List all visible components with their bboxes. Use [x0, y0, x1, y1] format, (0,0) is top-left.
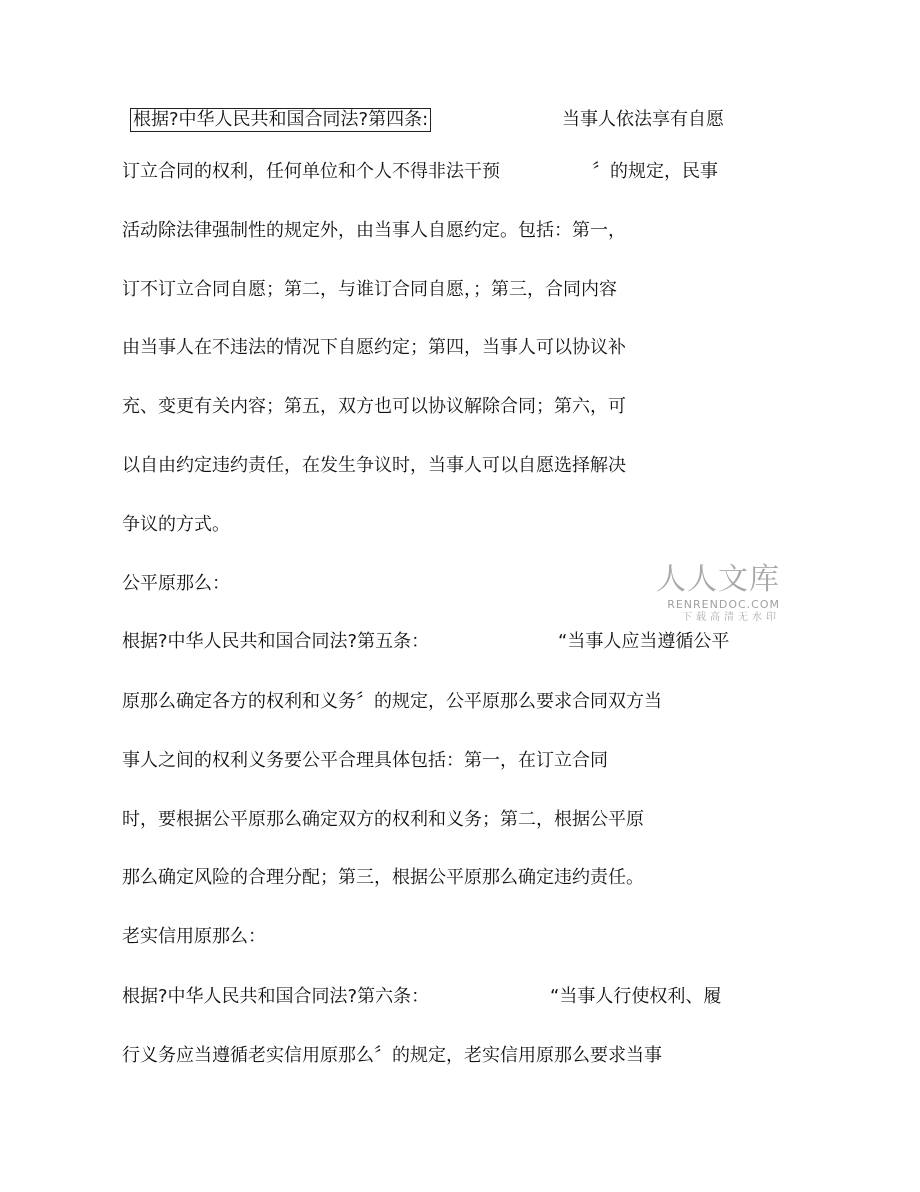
watermark-url: RENRENDOC.COM [667, 598, 780, 611]
article-6-citation: 根据?中华人民共和国合同法?第六条： [122, 986, 430, 1007]
section-heading-good-faith: 老实信用原那么： [122, 926, 266, 947]
watermark-title: 人人文库 [656, 562, 780, 597]
article-4-citation: 根据?中华人民共和国合同法?第四条: [130, 108, 431, 132]
article-5-citation: 根据?中华人民共和国合同法?第五条： [122, 631, 430, 652]
text-line-end: 〞的规定，民事 [592, 161, 718, 182]
watermark-logo [640, 562, 780, 624]
article-5-quote-start: “当事人应当遵循公平 [558, 631, 730, 652]
text-line: 充、变更有关内容；第五，双方也可以协议解除合同；第六，可 [122, 396, 626, 417]
article-6-quote-start: “当事人行使权利、履 [550, 986, 722, 1007]
text-line: 订立合同的权利，任何单位和个人不得非法干预 [122, 161, 500, 182]
section-heading-fairness: 公平原那么： [122, 573, 230, 594]
text-line: 原那么确定各方的权利和义务〞的规定，公平原那么要求合同双方当 [122, 691, 662, 712]
text-line: 事人之间的权利义务要公平合理具体包括：第一，在订立合同 [122, 750, 608, 771]
article-4-quote-start: 当事人依法享有自愿 [562, 109, 724, 130]
text-line: 时，要根据公平原那么确定双方的权利和义务；第二，根据公平原 [122, 809, 644, 830]
text-line: 活动除法律强制性的规定外，由当事人自愿约定。包括：第一， [122, 220, 626, 241]
text-line: 以自由约定违约责任，在发生争议时，当事人可以自愿选择解决 [122, 455, 626, 476]
text-line: 那么确定风险的合理分配；第三，根据公平原那么确定违约责任。 [122, 867, 644, 888]
text-line: 争议的方式。 [122, 514, 230, 535]
text-line: 订不订立合同自愿；第二，与谁订合同自愿，；第三，合同内容 [122, 279, 617, 300]
watermark-subtitle: 下载高清无水印 [682, 612, 780, 623]
text-line: 行义务应当遵循老实信用原那么〞的规定，老实信用原那么要求当事 [122, 1045, 662, 1066]
text-line: 由当事人在不违法的情况下自愿约定；第四，当事人可以协议补 [122, 337, 626, 358]
